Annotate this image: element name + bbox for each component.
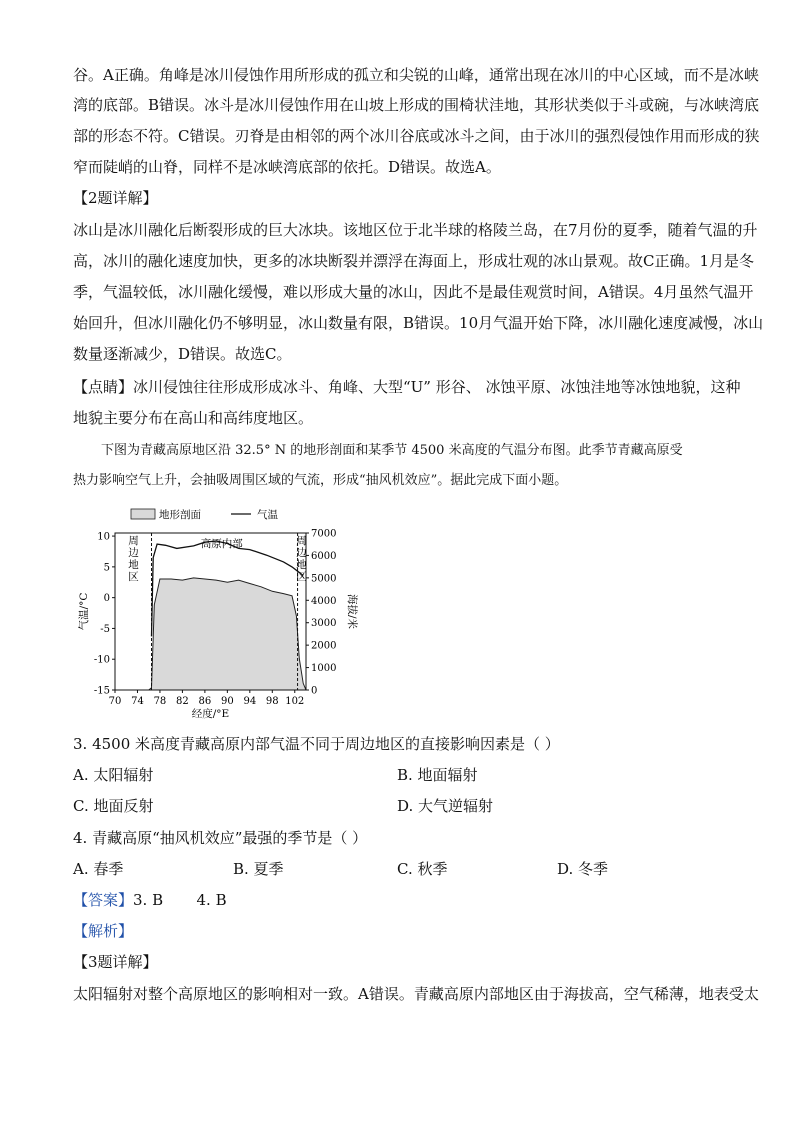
y-right-tick-label: 1000	[311, 663, 337, 675]
q4-option-a[interactable]: A. 春季	[73, 860, 124, 878]
y-right-tick-label: 7000	[311, 528, 337, 540]
region-label-right: 区	[296, 571, 307, 583]
y-right-tick-label: 3000	[311, 618, 337, 630]
y-right-tick-label: 5000	[311, 573, 337, 585]
x-tick-label: 74	[131, 696, 144, 707]
legend-terrain-swatch	[131, 509, 155, 519]
x-axis-label: 经度/°E	[191, 708, 230, 720]
q4-option-c[interactable]: C. 秋季	[397, 860, 448, 878]
region-label-left: 周	[128, 535, 139, 547]
region-label-left: 地	[128, 559, 139, 571]
y-right-tick-label: 2000	[311, 640, 337, 652]
y-right-axis-label: 海拔/米	[346, 593, 358, 630]
x-tick-label: 78	[153, 696, 167, 707]
paragraph-line: 数量逐渐减少，D错误。故选C。	[73, 345, 292, 363]
answer-tag: 【答案】	[73, 891, 134, 909]
paragraph-line: 太阳辐射对整个高原地区的影响相对一致。A错误。青藏高原内部地区由于海拔高，空气稀薄，地表受太	[73, 985, 759, 1003]
q3-option-a[interactable]: A. 太阳辐射	[73, 766, 154, 784]
tip-line: 【点睛】冰川侵蚀往往形成形成冰斗、角峰、大型“U” 形谷、 冰蚀平原、冰蚀洼地等冰蚀地貌，这种	[73, 378, 741, 396]
section-heading: 【3题详解】	[73, 953, 158, 971]
section-heading: 【2题详解】	[73, 189, 158, 207]
q3-option-b[interactable]: B. 地面辐射	[397, 766, 478, 784]
paragraph-line: 冰山是冰川融化后断裂形成的巨大冰块。该地区位于北半球的格陵兰岛，在7月份的夏季，随着气温的升	[73, 221, 758, 239]
y-left-tick-label: -10	[93, 654, 110, 666]
x-tick-label: 70	[108, 696, 122, 707]
tip-line: 地貌主要分布在高山和高纬度地区。	[73, 409, 314, 427]
y-left-tick-label: -5	[100, 623, 110, 635]
region-label-left: 边	[128, 547, 139, 559]
y-right-tick-label: 0	[311, 685, 318, 697]
y-left-tick-label: 0	[103, 593, 110, 605]
terrain-temperature-chart	[73, 498, 373, 728]
region-label-center: 高原内部	[200, 538, 243, 550]
intro-line: 热力影响空气上升，会抽吸周围区域的气流，形成“抽风机效应”。据此完成下面小题。	[73, 473, 568, 488]
q4-option-b[interactable]: B. 夏季	[233, 860, 284, 878]
x-tick-label: 94	[243, 696, 257, 707]
paragraph-line: 始回升，但冰川融化仍不够明显，冰山数量有限，B错误。10月气温开始下降，冰川融化速度减慢，冰山	[73, 314, 764, 332]
y-left-axis-label: 气温/°C	[78, 592, 90, 631]
question-3-stem: 3. 4500 米高度青藏高原内部气温不同于周边地区的直接影响因素是（ ）	[73, 735, 560, 753]
y-right-tick-label: 6000	[311, 550, 337, 562]
paragraph-line: 窄而陡峭的山脊，同样不是冰峡湾底部的依托。D错误。故选A。	[73, 158, 501, 176]
paragraph-line: 季，气温较低，冰川融化缓慢，难以形成大量的冰山，因此不是最佳观赏时间，A错误。4月虽然气温开	[73, 283, 754, 301]
x-tick-label: 90	[220, 696, 234, 707]
region-label-left: 区	[128, 571, 139, 583]
region-label-right: 地	[296, 559, 307, 571]
q3-option-d[interactable]: D. 大气逆辐射	[397, 797, 494, 815]
analysis-tag: 【解析】	[73, 922, 134, 940]
paragraph-line: 谷。A正确。角峰是冰川侵蚀作用所形成的孤立和尖锐的山峰，通常出现在冰川的中心区域，而不是冰峡	[73, 66, 759, 84]
x-tick-label: 102	[285, 696, 305, 707]
y-left-tick-label: 5	[103, 562, 110, 574]
region-label-right: 边	[296, 547, 307, 559]
q4-option-d[interactable]: D. 冬季	[557, 860, 609, 878]
y-left-tick-label: -15	[93, 685, 110, 697]
x-tick-label: 86	[198, 696, 212, 707]
y-right-tick-label: 4000	[311, 595, 337, 607]
x-tick-label: 82	[176, 696, 189, 707]
q3-option-c[interactable]: C. 地面反射	[73, 797, 154, 815]
legend-terrain-label: 地形剖面	[159, 509, 201, 521]
terrain-profile-area	[115, 578, 306, 690]
intro-line: 下图为青藏高原地区沿 32.5° N 的地形剖面和某季节 4500 米高度的气温分布图。此季节青藏高原受	[101, 443, 683, 458]
y-left-tick-label: 10	[97, 531, 110, 543]
question-4-stem: 4. 青藏高原“抽风机效应”最强的季节是（ ）	[73, 829, 368, 847]
answer-line	[73, 890, 723, 910]
paragraph-line: 部的形态不符。C错误。刃脊是由相邻的两个冰川谷底或冰斗之间，由于冰川的强烈侵蚀作用而形成的狭	[73, 127, 760, 145]
legend-temperature-label: 气温	[257, 509, 278, 521]
region-label-right: 周	[296, 535, 307, 547]
paragraph-line: 高，冰川的融化速度加快，更多的冰块断裂并漂浮在海面上，形成壮观的冰山景观。故C正确。1月是冬	[73, 252, 755, 270]
paragraph-line: 湾的底部。B错误。冰斗是冰川侵蚀作用在山坡上形成的围椅状洼地，其形状类似于斗或碗，与冰峡湾底	[73, 96, 760, 114]
answer-text: 3. B 4. B	[133, 891, 227, 909]
x-tick-label: 98	[265, 696, 279, 707]
